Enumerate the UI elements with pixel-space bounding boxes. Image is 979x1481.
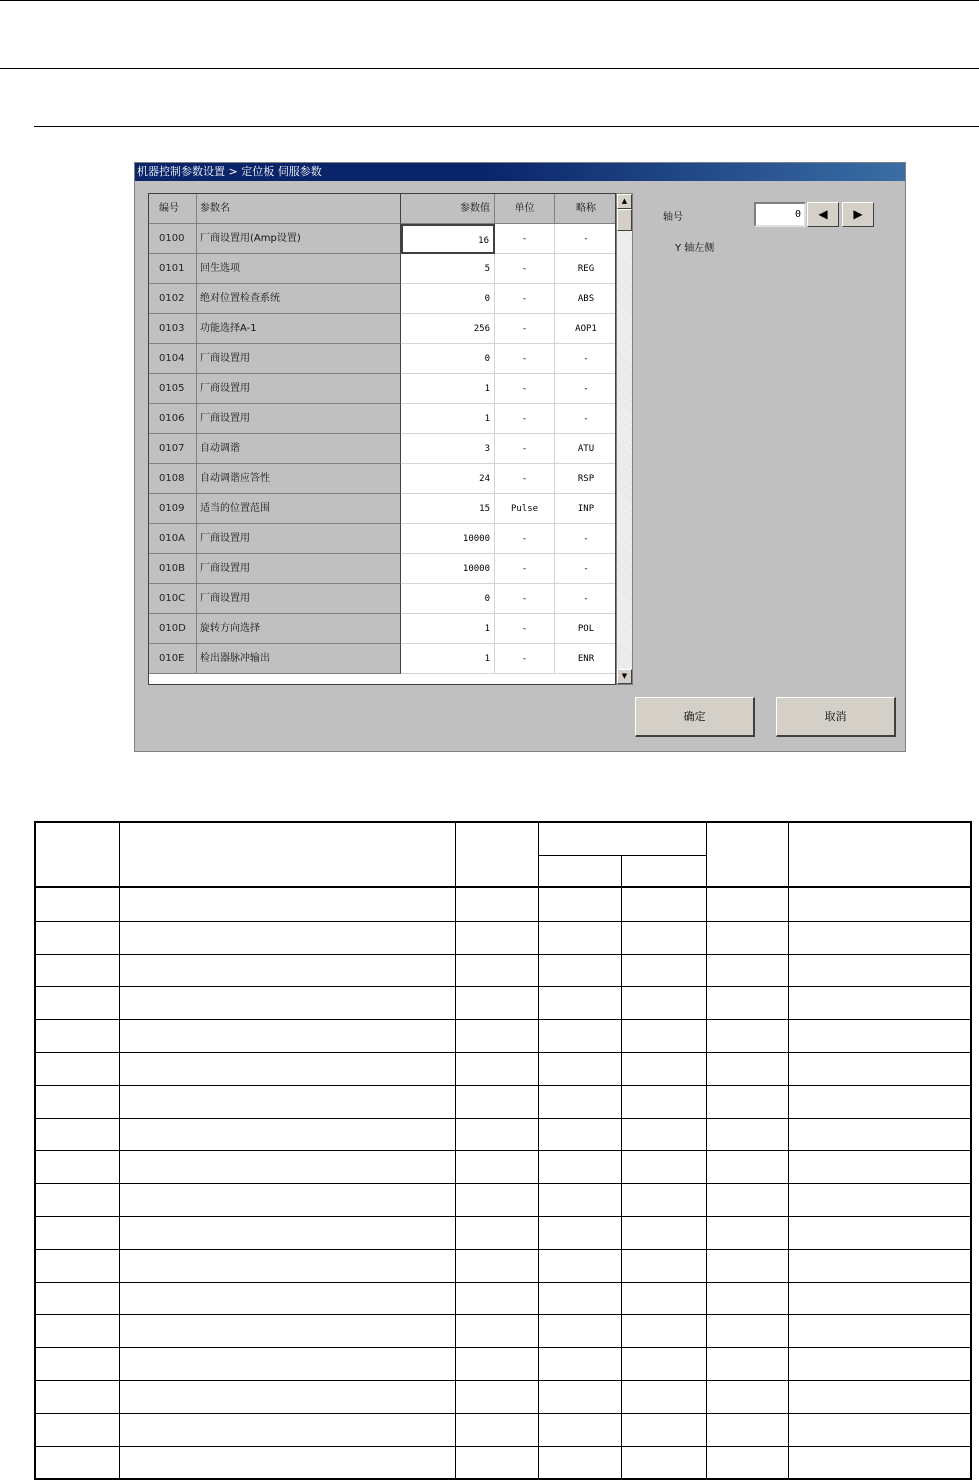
table-row[interactable] [149,224,616,254]
column-header-name[interactable]: 参数名 [197,194,401,224]
param-abbr-cell: POL [555,614,616,644]
param-value-cell[interactable]: 3 [401,434,495,464]
table-row-line [36,921,970,922]
table-row-line [36,1249,970,1250]
param-unit-cell: - [495,614,555,644]
section-rule [34,126,979,127]
axis-prev-button[interactable] [807,202,839,227]
param-abbr-cell: - [555,344,616,374]
param-name-cell: 厂商设置用 [197,374,401,404]
param-id-cell: 0107 [149,434,197,464]
parameter-table [34,821,972,1480]
table-row-line [36,1019,970,1020]
param-value-cell[interactable]: 1 [401,374,495,404]
param-unit-cell: - [495,254,555,284]
param-abbr-cell: - [555,404,616,434]
param-unit-cell: - [495,404,555,434]
param-abbr-cell: AOP1 [555,314,616,344]
table-row-line [36,954,970,955]
table-row-line [36,986,970,987]
scroll-thumb[interactable] [617,209,632,231]
param-id-cell: 0104 [149,344,197,374]
table-row[interactable] [149,644,616,674]
table-row[interactable] [149,584,616,614]
param-unit-cell: - [495,554,555,584]
table-header-line [36,886,970,888]
triangle-right-icon: ▶ [853,207,863,221]
param-abbr-cell: INP [555,494,616,524]
table-row-line [36,1118,970,1119]
param-abbr-cell: - [555,224,616,254]
param-name-cell: 自动调谐应答性 [197,464,401,494]
param-name-cell: 厂商设置用 [197,554,401,584]
param-unit-cell: - [495,584,555,614]
table-row-line [36,1446,970,1447]
param-id-cell: 010C [149,584,197,614]
table-row[interactable] [149,464,616,494]
axis-next-button[interactable] [842,202,874,227]
table-row[interactable] [149,374,616,404]
table-row[interactable] [149,404,616,434]
grid-header-row [149,194,616,224]
axis-number-input[interactable]: 0 [754,202,806,227]
param-value-cell[interactable]: 10000 [401,554,495,584]
table-subheader-line [538,855,706,856]
axis-name-label: Y 轴左侧 [675,243,715,254]
table-row-line [36,1216,970,1217]
param-id-cell: 0109 [149,494,197,524]
table-row-line [36,1183,970,1184]
table-row[interactable] [149,434,616,464]
param-value-cell[interactable]: 10000 [401,524,495,554]
param-unit-cell: Pulse [495,494,555,524]
triangle-left-icon: ◀ [818,207,828,221]
param-name-cell: 绝对位置检查系统 [197,284,401,314]
table-row[interactable] [149,524,616,554]
param-unit-cell: - [495,374,555,404]
param-value-cell[interactable]: 15 [401,494,495,524]
table-row[interactable] [149,614,616,644]
ok-button[interactable]: 确定 [635,697,755,737]
table-row-line [36,1380,970,1381]
param-id-cell: 010A [149,524,197,554]
column-header-id[interactable]: 编号 [149,194,197,224]
table-row-line [36,1282,970,1283]
param-id-cell: 010D [149,614,197,644]
param-unit-cell: - [495,284,555,314]
param-name-cell: 厂商设置用 [197,524,401,554]
param-name-cell: 检出器脉冲输出 [197,644,401,674]
param-abbr-cell: RSP [555,464,616,494]
axis-number-label: 轴号 [663,212,683,223]
header-rule [0,68,979,69]
grid-scrollbar[interactable] [616,193,633,685]
param-id-cell: 010E [149,644,197,674]
table-row-line [36,1052,970,1053]
table-row[interactable] [149,314,616,344]
table-row-line [36,1314,970,1315]
param-value-cell[interactable]: 16 [401,224,495,254]
param-id-cell: 0101 [149,254,197,284]
param-value-cell[interactable]: 0 [401,344,495,374]
param-id-cell: 010B [149,554,197,584]
table-row[interactable] [149,254,616,284]
param-value-cell[interactable]: 5 [401,254,495,284]
param-name-cell: 厂商设置用 [197,584,401,614]
param-value-cell[interactable]: 0 [401,284,495,314]
param-value-cell[interactable]: 0 [401,584,495,614]
param-unit-cell: - [495,344,555,374]
table-column-divider [621,856,622,1478]
param-id-cell: 0108 [149,464,197,494]
param-name-cell: 厂商设置用 [197,344,401,374]
table-row-line [36,1085,970,1086]
param-abbr-cell: - [555,374,616,404]
param-name-cell: 自动调谐 [197,434,401,464]
param-abbr-cell: ENR [555,644,616,674]
table-row[interactable] [149,554,616,584]
cancel-button[interactable]: 取消 [776,697,896,737]
param-id-cell: 0105 [149,374,197,404]
param-unit-cell: - [495,464,555,494]
dialog-title: 机器控制参数设置 > 定位板 伺服参数 [135,163,905,181]
table-row-line [36,1150,970,1151]
param-abbr-cell: - [555,524,616,554]
param-abbr-cell: REG [555,254,616,284]
param-abbr-cell: ABS [555,284,616,314]
parameter-grid[interactable] [148,193,616,685]
param-name-cell: 旋转方向选择 [197,614,401,644]
param-name-cell: 厂商设置用 [197,404,401,434]
param-name-cell: 功能选择A-1 [197,314,401,344]
table-row[interactable] [149,284,616,314]
param-name-cell: 适当的位置范围 [197,494,401,524]
param-unit-cell: - [495,524,555,554]
column-header-value[interactable]: 参数值 [401,194,495,224]
table-row[interactable] [149,494,616,524]
param-unit-cell: - [495,314,555,344]
param-name-cell: 回生选项 [197,254,401,284]
column-header-abbr[interactable]: 略称 [555,194,616,224]
param-value-cell[interactable]: 1 [401,644,495,674]
table-row[interactable] [149,344,616,374]
param-value-cell[interactable]: 256 [401,314,495,344]
scroll-down-button[interactable]: ▼ [617,669,632,684]
table-row-line [36,1413,970,1414]
top-rule [0,0,979,1]
param-id-cell: 0102 [149,284,197,314]
param-id-cell: 0103 [149,314,197,344]
param-id-cell: 0100 [149,224,197,254]
param-abbr-cell: - [555,584,616,614]
servo-parameter-dialog [134,162,906,752]
column-header-unit[interactable]: 单位 [495,194,555,224]
param-value-cell[interactable]: 24 [401,464,495,494]
param-name-cell: 厂商设置用(Amp设置) [197,224,401,254]
param-value-cell[interactable]: 1 [401,614,495,644]
param-value-cell[interactable]: 1 [401,404,495,434]
param-abbr-cell: - [555,554,616,584]
param-unit-cell: - [495,434,555,464]
table-row-line [36,1347,970,1348]
param-unit-cell: - [495,224,555,254]
scroll-up-button[interactable]: ▲ [617,194,632,209]
param-abbr-cell: ATU [555,434,616,464]
param-id-cell: 0106 [149,404,197,434]
param-unit-cell: - [495,644,555,674]
